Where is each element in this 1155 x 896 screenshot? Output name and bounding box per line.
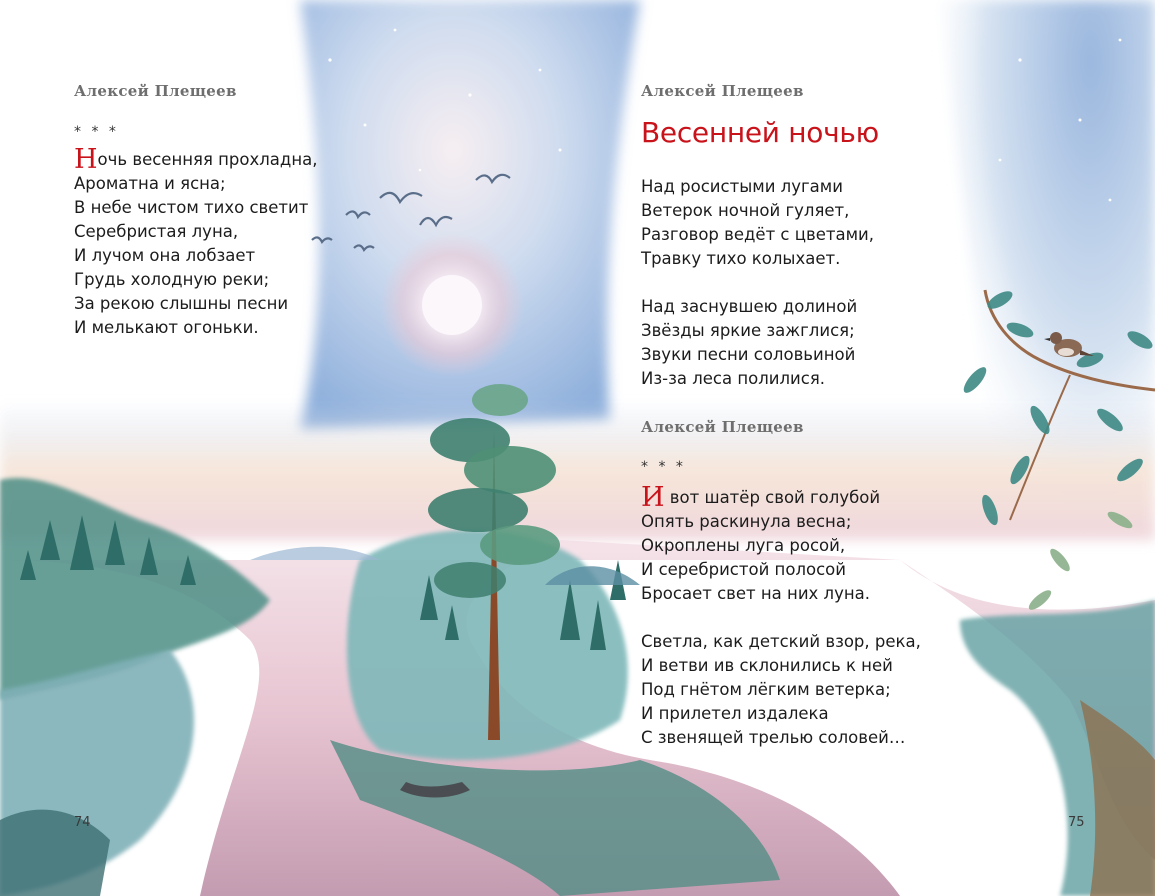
- poem-line: Окроплены луга росой,: [641, 536, 846, 555]
- poem-title: Весенней ночью: [641, 116, 879, 149]
- poem-line: Звуки песни соловьиной: [641, 345, 856, 364]
- poem-line: Травку тихо колыхает.: [641, 249, 841, 268]
- poem-line: Ветерок ночной гуляет,: [641, 201, 850, 220]
- poem2-stanza2: [641, 630, 921, 750]
- poem-line: [641, 482, 881, 513]
- drop-cap: И: [641, 482, 665, 513]
- right-stars: * * *: [641, 459, 686, 475]
- poem-line: Грудь холодную реки;: [74, 270, 270, 289]
- poem-line: В небе чистом тихо светит: [74, 198, 309, 217]
- poem-line: Бросает свет на них луна.: [641, 584, 871, 603]
- page-number-right: 75: [1068, 815, 1085, 830]
- poem-line: И серебристой полосой: [641, 560, 846, 579]
- left-author: Алексей Плещеев: [74, 82, 237, 100]
- drop-cap: Н: [74, 144, 98, 175]
- poem1-stanza2: [641, 295, 857, 391]
- right-author-1: Алексей Плещеев: [641, 82, 804, 100]
- poem-line-rest: очь весенняя прохладна,: [97, 150, 318, 169]
- poem-line: Опять раскинула весна;: [641, 512, 852, 531]
- poem-line: [74, 144, 318, 175]
- poem-line: Ароматна и ясна;: [74, 174, 226, 193]
- poem-line: Звёзды яркие зажглися;: [641, 321, 855, 340]
- poem-line: И ветви ив склонились к ней: [641, 656, 893, 675]
- poem1-stanza1: [641, 175, 874, 271]
- poem-line: Разговор ведёт с цветами,: [641, 225, 874, 244]
- poem-line-rest: вот шатёр свой голубой: [664, 488, 881, 507]
- right-author-2: Алексей Плещеев: [641, 418, 804, 436]
- poem-line: И прилетел издалека: [641, 704, 829, 723]
- left-poem: [74, 144, 318, 340]
- poem-line: Светла, как детский взор, река,: [641, 632, 921, 651]
- poem-line: Под гнётом лёгким ветерка;: [641, 680, 891, 699]
- poem-line: И мелькают огоньки.: [74, 318, 259, 337]
- poem-line: И лучом она лобзает: [74, 246, 256, 265]
- poem-line: Над заснувшею долиной: [641, 297, 858, 316]
- left-stars: * * *: [74, 124, 119, 140]
- poem2-stanza1: [641, 482, 881, 606]
- poem-line: Над росистыми лугами: [641, 177, 843, 196]
- poem-line: С звенящей трелью соловей…: [641, 728, 906, 747]
- page-number-left: 74: [74, 815, 91, 830]
- poem-line: Серебристая луна,: [74, 222, 239, 241]
- poem-line: Из-за леса полилися.: [641, 369, 825, 388]
- poem-line: За рекою слышны песни: [74, 294, 289, 313]
